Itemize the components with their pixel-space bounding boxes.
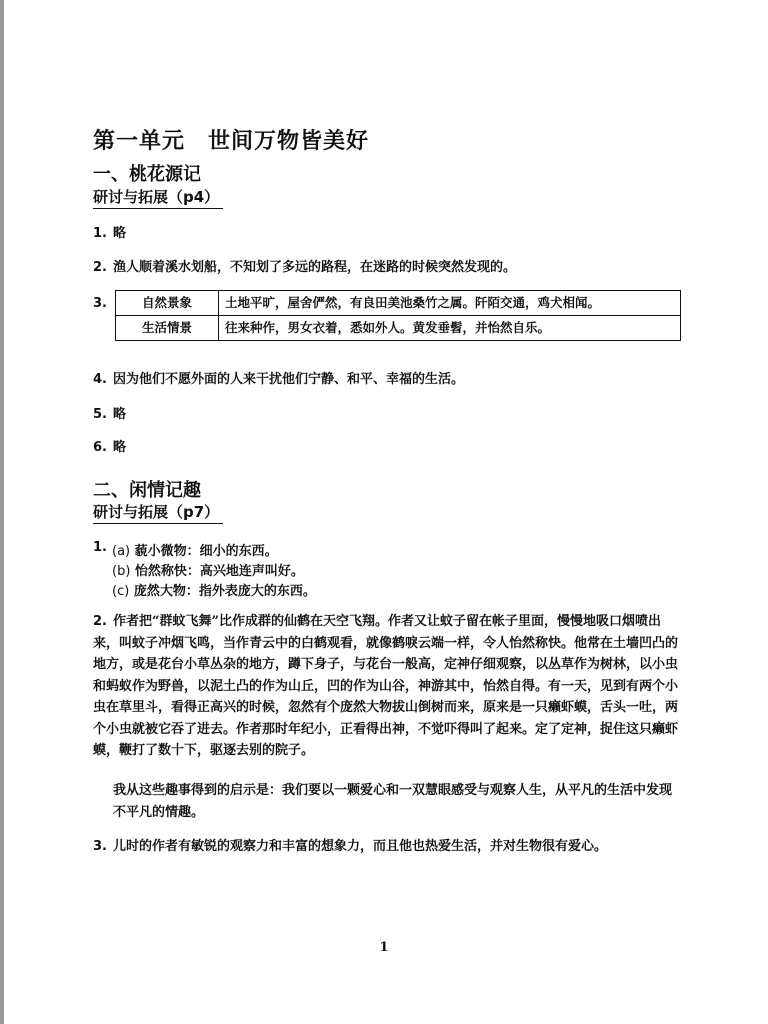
item-number: 1. <box>93 540 107 555</box>
answer-item <box>93 368 464 387</box>
definition-tag: (a) <box>112 544 131 559</box>
table-key: 生活情景 <box>116 316 219 341</box>
answer-paragraph <box>93 780 683 823</box>
section-subtitle-1: 研讨与拓展（p4） <box>93 186 223 209</box>
paragraph-text: 儿时的作者有敏锐的观察力和丰富的想象力，而且他也热爱生活，并对生物很有爱心。 <box>113 839 608 854</box>
item-number: 6. <box>93 440 107 455</box>
table-row <box>116 316 681 341</box>
item-text: 略 <box>113 440 127 455</box>
answer-paragraph <box>93 836 683 858</box>
item-number: 3. <box>93 839 107 854</box>
table-row <box>116 291 681 316</box>
item-number: 3. <box>93 296 107 311</box>
definition-tag: (c) <box>112 584 130 599</box>
paragraph-text: 作者把“群蚊飞舞”比作成群的仙鹤在天空飞翔。作者又让蚊子留在帐子里面，慢慢地吸口烟喷出来，叫蚊子冲烟飞鸣，当作青云中的白鹤观看，就像鹤唳云端一样，令人怡然称快。他常在土墙凹凸的地方，或是花台小草丛杂的地方，蹲下身子，与花台一般高，定神仔细观察，以丛草作为树林，以小虫和蚂蚁作为野兽，以泥土凸的作为山丘，凹的作为山谷，神游其中，怡然自得。有一天，见到有两个小虫在草里斗，看得正高兴的时候，忽然有个庞然大物拔山倒树而来，原来是一只癞虾蟆，舌头一吐，两个小虫就被它吞了进去。作者那时年纪小，正看得出神，不觉吓得叫了起来。定了定神，捉住这只癞虾蟆，鞭打了数十下，驱逐去别的院子。 <box>93 614 679 758</box>
table-key: 自然景象 <box>116 291 219 316</box>
page-number: 1 <box>379 940 389 955</box>
answer-item <box>93 436 126 455</box>
item-number: 5. <box>93 407 107 422</box>
answer-item <box>93 256 516 275</box>
definition-tag: (b) <box>112 564 131 579</box>
definition-line <box>112 580 316 599</box>
section-title-1: 一、桃花源记 <box>93 164 201 185</box>
answer-item <box>93 403 126 422</box>
answer-item <box>93 222 126 241</box>
answer-item <box>93 540 113 555</box>
section-subtitle-2: 研讨与拓展（p7） <box>93 501 223 524</box>
definition-text: 藐小微物：细小的东西。 <box>130 544 278 559</box>
answer-paragraph <box>93 611 683 762</box>
item-text: 略 <box>113 407 127 422</box>
table-value: 往来种作，男女衣着，悉如外人。黄发垂髫，并怡然自乐。 <box>219 316 681 341</box>
definition-line <box>112 540 278 559</box>
item-number: 2. <box>93 614 107 629</box>
table-value: 土地平旷，屋舍俨然，有良田美池桑竹之属。阡陌交通，鸡犬相闻。 <box>219 291 681 316</box>
definition-line <box>112 560 304 579</box>
item-number: 1. <box>93 226 107 241</box>
item-text: 因为他们不愿外面的人来干扰他们宁静、和平、幸福的生活。 <box>113 372 465 387</box>
paragraph-text: 我从这些趣事得到的启示是：我们要以一颗爱心和一双慧眼感受与观察人生，从平凡的生活中发现不平凡的情趣。 <box>113 783 673 820</box>
item-text: 略 <box>113 226 127 241</box>
unit-title: 第一单元 世间万物皆美好 <box>93 128 370 154</box>
item-text: 渔人顺着溪水划船，不知划了多远的路程，在迷路的时候突然发现的。 <box>113 260 517 275</box>
section-title-2: 二、闲情记趣 <box>93 480 201 501</box>
scene-table <box>115 290 681 341</box>
definition-text: 庞然大物：指外表庞大的东西。 <box>129 584 316 599</box>
definition-text: 怡然称快：高兴地连声叫好。 <box>130 564 304 579</box>
item-number: 2. <box>93 260 107 275</box>
item-number: 4. <box>93 372 107 387</box>
